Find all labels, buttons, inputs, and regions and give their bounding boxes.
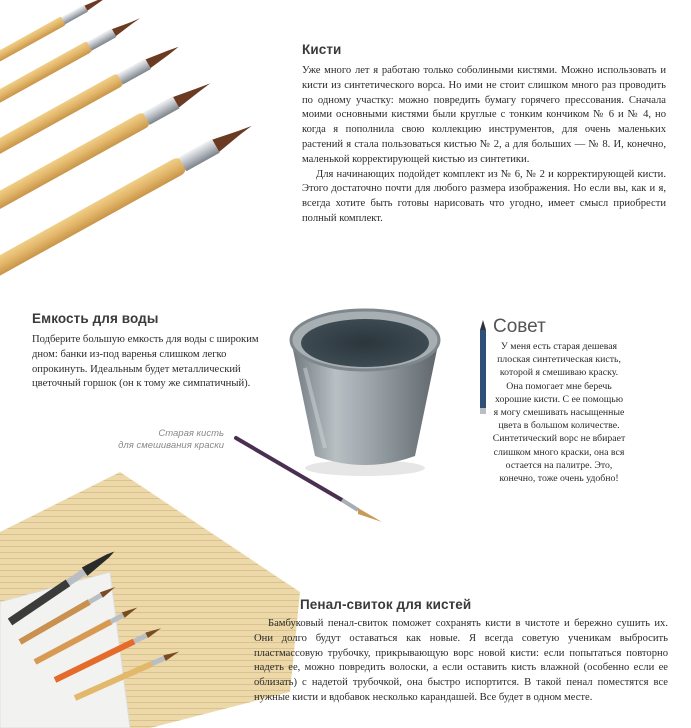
caption-line-1: Старая кисть: [158, 428, 224, 439]
brushes-paragraph-1: Уже много лет я работаю только соболиными кистями. Можно использовать и кисти из синтетического ворса. Но ими не стоит слишком много раз проводить по одному участку: можно повредить бумагу горячего прессования. Сначала моими основными кистями были круглые с тонким кончиком № 6 и № 4, но когда я пополнила свою коллекцию инструментов, для очень маленьких растений я стала пользоваться кистью № 2, а для больших — № 8. И, конечно, маленькой корректирующей кистью из синтетики.: [302, 65, 666, 165]
caption-line-2: для смешивания краски: [118, 440, 224, 451]
roll-title: Пенал-свиток для кистей: [300, 597, 472, 612]
brush-5: [0, 118, 256, 290]
brushes-title: Кисти: [302, 42, 342, 57]
water-title: Емкость для воды: [32, 311, 159, 326]
pencil-icon: [477, 320, 489, 416]
tip-text: У меня есть старая дешевая плоская синтетическая кисть, которой я смешиваю краску. Она помогает мне беречь хорошие кисти. С ее помощью я могу смешивать насыщенные цвета в большом количестве. Синтетический ворс не вбирает слишком много краски, она вся остается на палитре. Это, конечно, тоже очень удобно!: [492, 341, 626, 485]
brushes-illustration: [0, 0, 300, 290]
brushes-paragraph-2: Для начинающих подойдет комплект из № 6, № 2 и корректирующей кисти. Этого достаточно почти для любого размера изображения. Но если вы, как и я, всегда хотите быть готовы нарисовать что угодно, имеет смысл приобрести полный комплект.: [302, 168, 666, 224]
water-text: Подберите большую емкость для воды с широким дном: банки из-под варенья слишком легко опрокинуть. Идеальным будет металлический цветочный горшок (он к тому же симпатичный).: [32, 334, 259, 390]
old-brush-caption: [96, 428, 224, 452]
tip-title: Совет: [493, 316, 546, 337]
roll-text: Бамбуковый пенал-свиток поможет сохранять кисти в чистоте и бережно сушить их. Они долго будут оставаться как новые. Я всегда советую ученикам выбросить пластмассовую трубочку, прикрывающую ворс новой кисти: если попытаться повторно надеть ее, можно повредить волоски, а если оставить кисть влажной (особенно если ее облизать) с надетой трубочкой, она быстро испортится. В такой пенал поместятся все нужные кисти и вдобавок несколько карандашей. Все будет в одном месте.: [254, 618, 668, 703]
brushes-text: [302, 64, 666, 227]
